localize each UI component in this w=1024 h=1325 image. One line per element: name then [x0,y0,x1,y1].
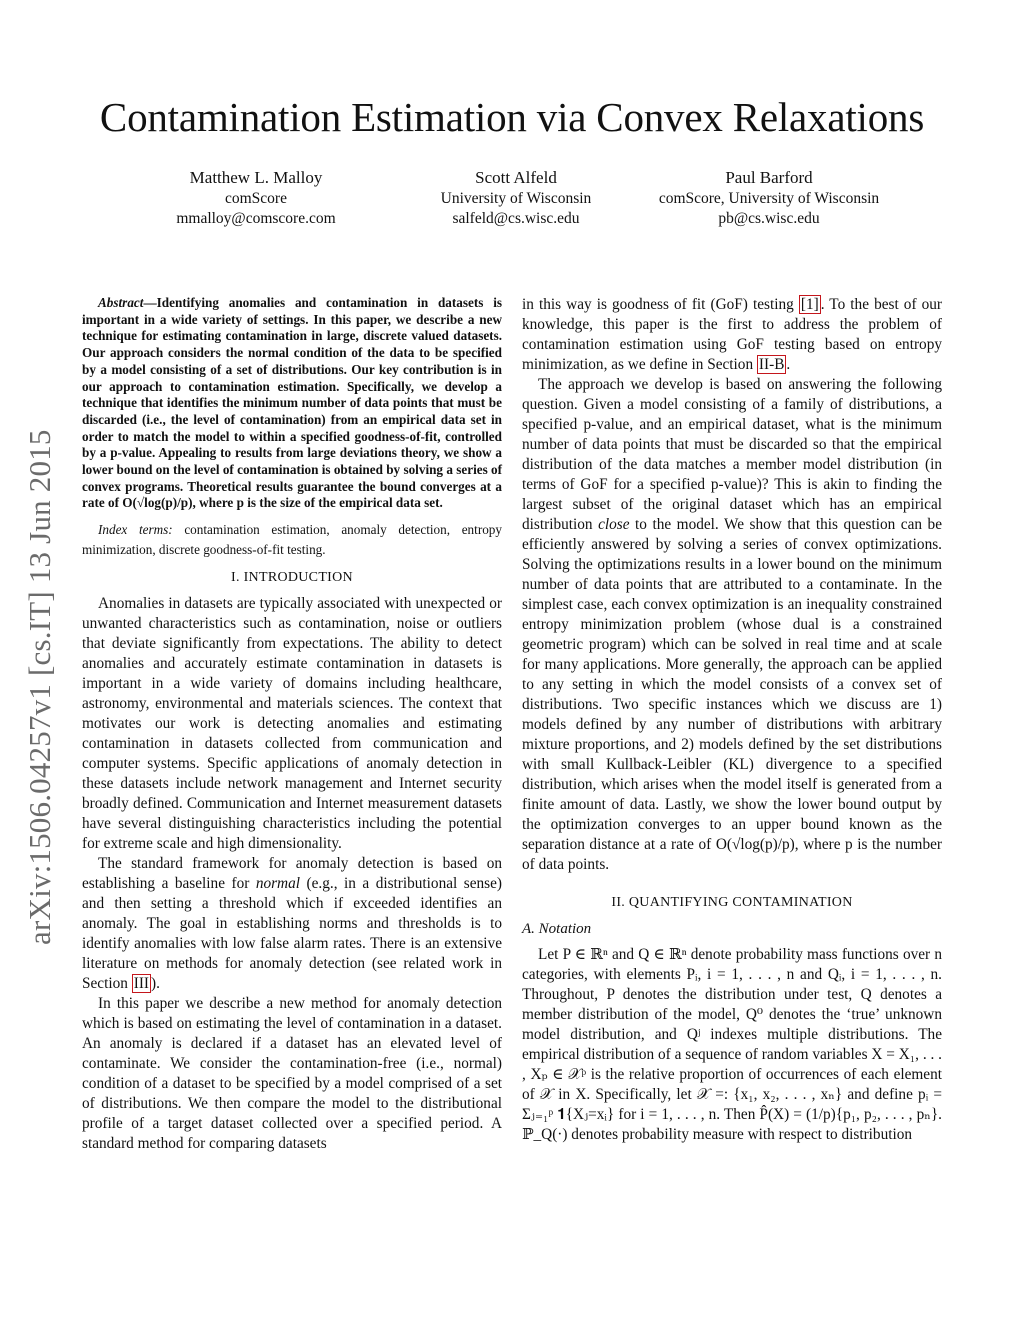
author-email: salfeld@cs.wisc.edu [452,210,580,227]
author-affiliation: comScore [225,190,287,207]
arxiv-identifier-stamp: arXiv:1506.04257v1 [cs.IT] 13 Jun 2015 [22,429,57,945]
text-span: . To the best of our knowledge, this paper is the first to address the problem of contamination estimation using GoF testing based on entropy minimization, as we define in Section [522,296,943,373]
right-paragraph-2 [522,375,942,875]
notation-paragraph: Let P ∈ ℝⁿ and Q ∈ ℝⁿ denote probability mass functions over n categories, with elements Pᵢ, i = 1, . . . , n and Qᵢ, i = 1, . . . , n. Throughout, P denotes the distribution under test, Q denotes a member distribution of the model, Q⁰ denotes the ‘true’ unknown model distribution, and Qʲ indexes multiple distributions. The empirical distribution of a sequence of random variables X = X₁, . . . , Xₚ ∈ 𝒳ᵖ is the relative proportion of occurrences of each element of 𝒳 in X. Specifically, let 𝒳 =: {x₁, x₂, . . . , xₙ} and define pᵢ = Σⱼ₌₁ᵖ 𝟏{Xⱼ=xᵢ} for i = 1, . . . , n. Then P̂(X) = (1/p){p₁, p₂, . . . , pₙ}. ℙ_Q(·) denotes probability measure with respect to distribution [522,946,942,1143]
text-span: to the model. We show that this question can be efficiently answered by solving a series of convex optimizations. Solving the optimizations results in a lower bound on the minimum number of data points that are attributed to a contaminate. In the simplest case, each convex optimization is an inequality constrained entropy minimization problem (whose dual is a constrained geometric program) which can be solved in real time and at scale for many applications. More generally, the approach can be applied to any setting in which the model consists of a convex set of distributions. Two specific instances which we discuss are 1) models defined by any number of distributions with arbitrary mixture proportions, and 2) models defined by the set distributions with small Kullback-Leibler (KL) divergence to a specified distribution, which arises when the model itself is generated from a finite amount of data. Lastly, we show the lower bound output by the optimization converges to an upper bound known as the separation distance at a rate of O(√log(p)/p), where p is the number of data points. [522,516,942,873]
text-span: . [786,356,791,373]
author-name: Scott Alfeld [475,168,557,187]
abstract [82,295,502,512]
section-heading-quantifying: II. QUANTIFYING CONTAMINATION [611,895,853,910]
intro-paragraph-1: Anomalies in datasets are typically associated with unexpected or unwanted characteristics such as contamination, noise or outliers that deviate significantly from expectations. The ability to detect anomalies and accurately estimate contamination in datasets is important in a wide variety of domains including healthcare, astronomy, environmental and materials sciences. The context that motivates our work is detecting anomalies and estimating contamination in datasets collected from communication and computer systems. Specific applications of anomaly detection in these datasets include network management and Internet security broadly defined. Communication and Internet measurement datasets have several distinguishing characteristics including the potential for extreme scale and high dimensionality. [82,595,502,853]
index-terms-label: Index terms: [98,522,173,538]
index-terms-text: contamination estimation, anomaly detection, entropy minimization, discrete goodness-of-fit testing. [82,522,502,558]
paper-title: Contamination Estimation via Convex Relaxations [99,94,925,140]
author-email: mmalloy@comscore.com [176,210,336,227]
author-affiliation: comScore, University of Wisconsin [658,190,880,207]
right-paragraph-1 [522,295,942,375]
author-block [412,167,620,229]
text-span: The standard framework for anomaly detection is based on establishing a baseline for [82,855,502,893]
text-span: The approach we develop is based on answering the following question. Given a model consisting of a family of distributions, a specified p-value, and an empirical dataset, what is the minimum number of data points that must be discarded so that the empirical distribution of the data matches a member model distribution (in terms of GoF for a specified p-value)? This is akin to finding the largest subset of the original dataset which has an empirical distribution [522,376,942,533]
text-span: (e.g., in a distributional sense) and then setting a threshold which if exceeded identifies an anomaly. The goal in establishing norms and thresholds is to identify anomalies with low false alarm rates. There is an extensive literature on methods for anomaly detection (see related work in Section [82,875,502,993]
section-reference-link[interactable]: III [133,975,150,993]
index-terms [82,520,502,560]
author-name: Paul Barford [725,168,813,187]
author-block [640,167,898,229]
emphasis-normal: normal [255,875,301,893]
abstract-text: —Identifying anomalies and contamination in datasets is important in a wide variety of settings. In this paper, we describe a new technique for estimating contamination in large, discrete valued datasets. Our approach considers the normal condition of the data to be specified by a model consisting of a set of distributions. Our key contribution is in our approach to contamination estimation. Specifically, we develop a technique that identifies the minimum number of data points that must be discarded (i.e., the level of contamination) from an empirical data set in order to match the model to within a specified goodness-of-fit, controlled by a p-value. Appealing to results from large deviations theory, we show a lower bound on the level of contamination is obtained by solving a series of convex programs. Theoretical results guarantee the bound converges at a rate of O(√log(p)/p), where p is the size of the empirical data set. [82,295,502,511]
intro-paragraph-3: In this paper we describe a new method for anomaly detection which is based on estimating the level of contamination in a dataset. An anomaly is declared if a dataset has an elevated level of contaminate. We consider the contamination-free (i.e., normal) condition of a dataset to be specified by a model comprised of a set of distributions. We then compare the model to the distributional profile of a target dataset collected over a specified period. A standard method for comparing datasets [82,995,502,1153]
author-affiliation: University of Wisconsin [440,190,592,207]
author-block [160,167,352,229]
subsection-heading-notation: A. Notation [522,921,592,937]
right-column [522,295,942,1145]
section-reference-link[interactable]: II-B [758,356,785,373]
emphasis-close: close [598,516,630,533]
author-name: Matthew L. Malloy [189,168,323,187]
text-span: in this way is goodness of fit (GoF) testing [522,296,799,313]
text-span: ). [151,975,160,993]
left-column [82,295,502,1154]
citation-link[interactable]: [1] [800,296,819,313]
abstract-label: Abstract [98,295,144,310]
section-heading-introduction: I. INTRODUCTION [231,570,353,586]
author-email: pb@cs.wisc.edu [718,210,820,227]
intro-paragraph-2 [82,854,502,994]
